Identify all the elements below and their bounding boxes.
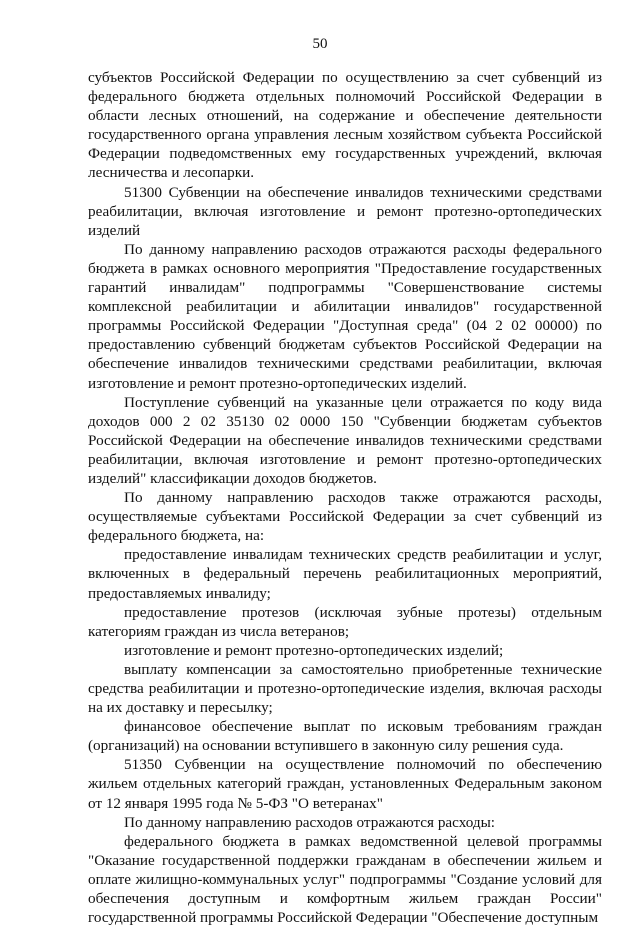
paragraph: финансовое обеспечение выплат по исковым требованиям граждан (организаций) на основании вступившего в законную силу решения суда. xyxy=(88,718,602,755)
paragraph: субъектов Российской Федерации по осуществлению за счет субвенций из федерального бюджета отдельных полномочий Российской Федерации в области лесных отношений, на содержание и обеспечение деятельности государственного органа управления лесным хозяйством субъекта Российской Федерации подведомственных ему государственных учреждений, включая лесничества и лесопарки. xyxy=(88,69,602,182)
document-body xyxy=(88,68,602,927)
paragraph: федерального бюджета в рамках ведомственной целевой программы "Оказание государственной поддержки гражданам в обеспечении жильем и оплате жилищно-коммунальных услуг" подпрограммы "Создание условий для обеспечения доступным и комфортным жильем граждан России" государственной программы Российской Федерации "Обеспечение доступным xyxy=(88,832,602,927)
paragraph: предоставление инвалидам технических средств реабилитации и услуг, включенных в федеральный перечень реабилитационных мероприятий, предоставляемых инвалиду; xyxy=(88,546,602,602)
paragraph: 51350 Субвенции на осуществление полномочий по обеспечению жильем отдельных категорий граждан, установленных Федеральным законом от 12 января 1995 года № 5-ФЗ "О ветеранах" xyxy=(88,756,602,812)
paragraph: По данному направлению расходов отражаются расходы: xyxy=(124,813,496,831)
paragraph: По данному направлению расходов также отражаются расходы, осуществляемые субъектами Российской Федерации за счет субвенций из федерального бюджета, на: xyxy=(88,489,602,545)
paragraph: По данному направлению расходов отражаются расходы федерального бюджета в рамках основного мероприятия "Предоставление государственных гарантий инвалидам" подпрограммы "Совершенствование системы комплексной реабилитации и абилитации инвалидов" государственной программы Российской Федерации "Доступная среда" (04 2 02 00000) по предоставлению субвенций бюджетам субъектов Российской Федерации на обеспечение инвалидов техническими средствами реабилитации, включая изготовление и ремонт протезно-ортопедических изделий. xyxy=(88,240,602,392)
page-number: 50 xyxy=(312,36,328,52)
paragraph: 51300 Субвенции на обеспечение инвалидов техническими средствами реабилитации, включая изготовление и ремонт протезно-ортопедических изделий xyxy=(88,183,602,239)
paragraph: изготовление и ремонт протезно-ортопедических изделий; xyxy=(124,641,504,659)
paragraph: выплату компенсации за самостоятельно приобретенные технические средства реабилитации и протезно-ортопедические изделия, включая расходы на их доставку и пересылку; xyxy=(88,660,602,717)
paragraph: Поступление субвенций на указанные цели отражается по коду вида доходов 000 2 02 35130 02 0000 150 "Субвенции бюджетам субъектов Российской Федерации на обеспечение инвалидов техническими средствами реабилитации, включая изготовление и ремонт протезно-ортопедических изделий" классификации доходов бюджетов. xyxy=(88,393,602,487)
paragraph: предоставление протезов (исключая зубные протезы) отдельным категориям граждан из числа ветеранов; xyxy=(88,603,602,640)
